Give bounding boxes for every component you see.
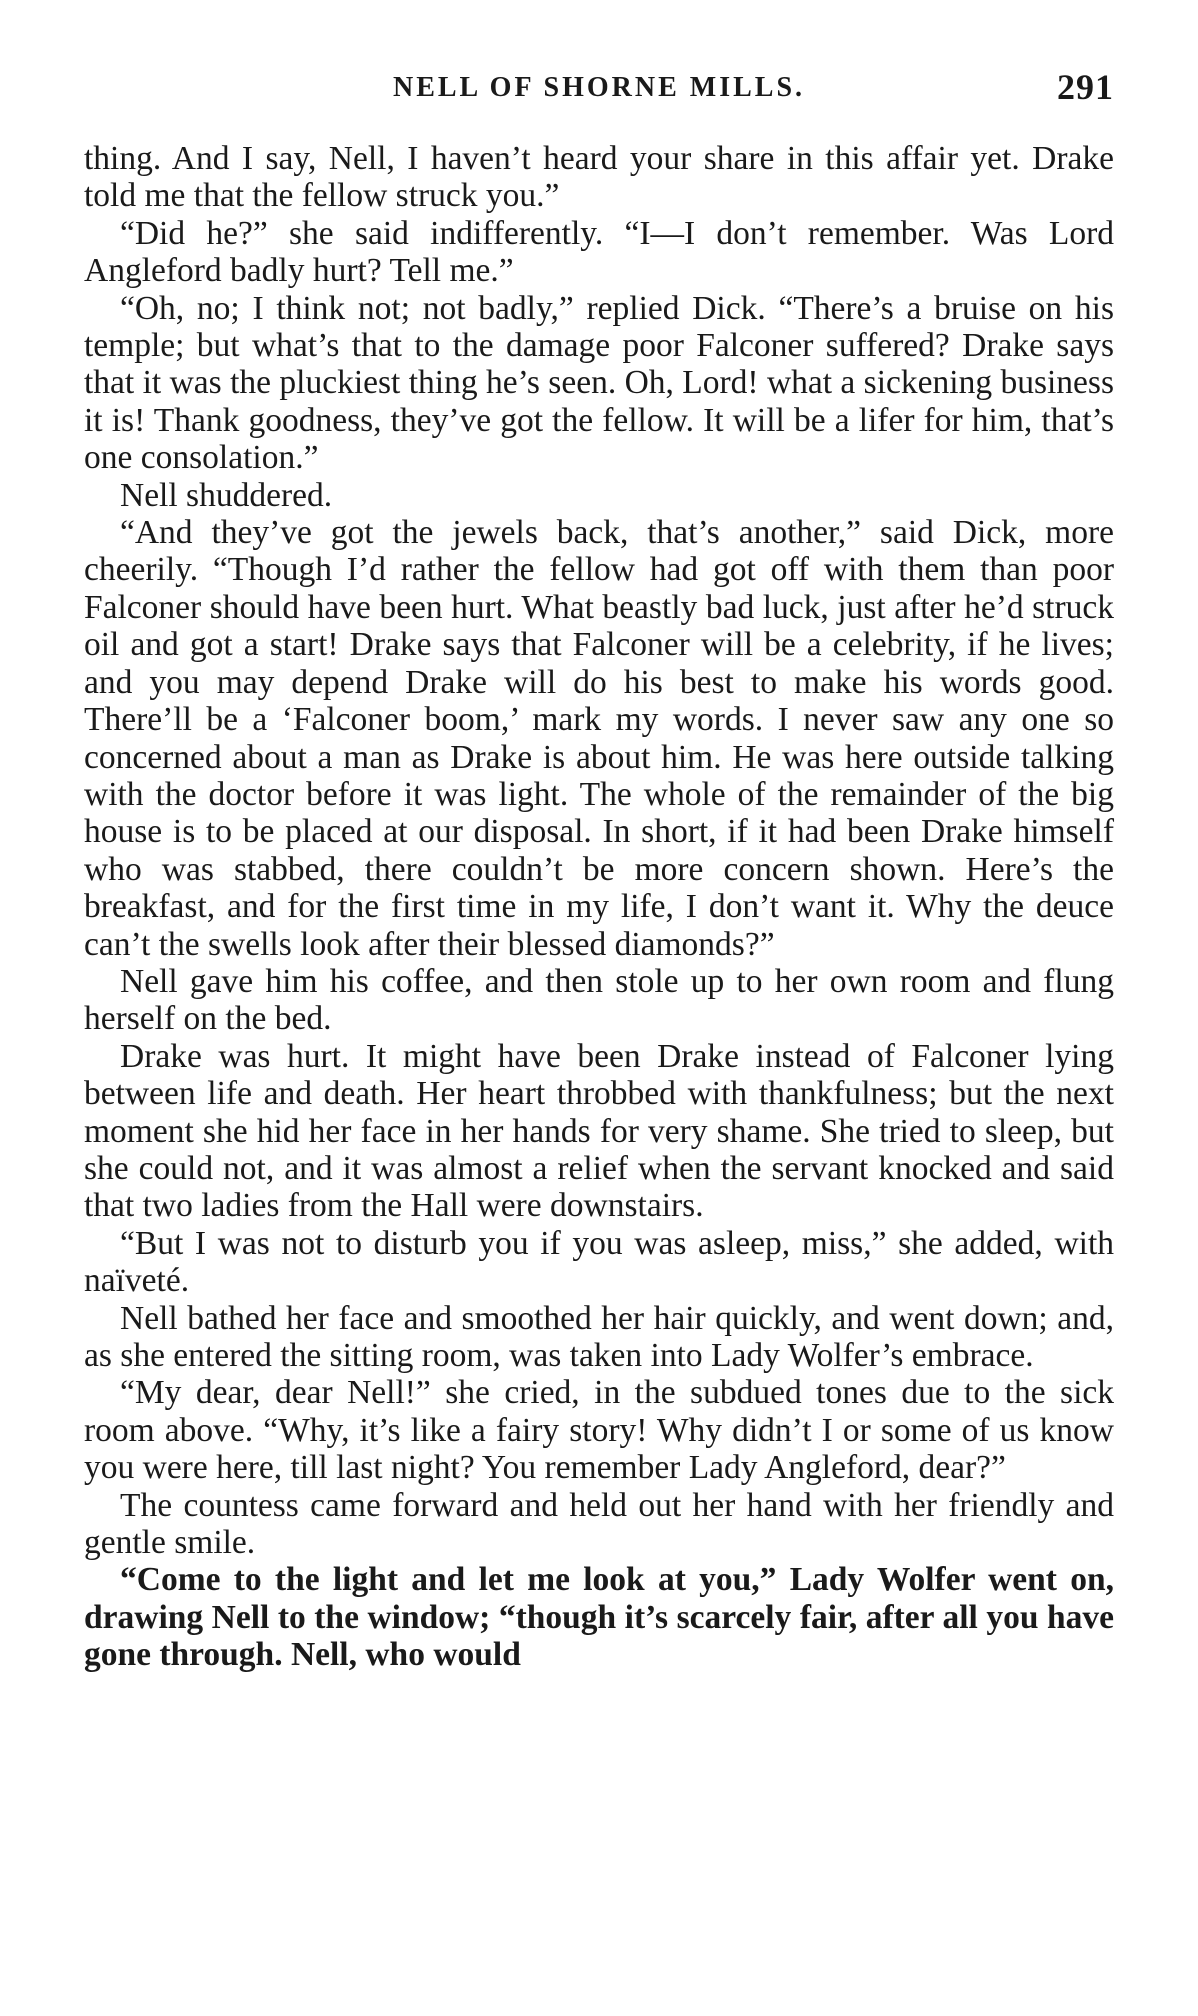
paragraph: “And they’ve got the jewels back, that’s another,” said Dick, more cheerily. “Though I’d rather the fellow had got off with them than poor Falconer should have been hurt. What beastly bad luck, just after he’d struck oil and got a start! Drake says that Falconer will be a celebrity, if he lives; and you may depend Drake will do his best to make his words good. There’ll be a ‘Falconer boom,’ mark my words. I never saw any one so concerned about a man as Drake is about him. He was here outside talking with the doctor before it was light. The whole of the remainder of the big house is to be placed at our disposal. In short, if it had been Drake himself who was stabbed, there couldn’t be more concern shown. Here’s the breakfast, and for the first time in my life, I don’t want it. Why the deuce can’t the swells look after their blessed diamonds?” [84, 514, 1114, 963]
paragraph: The countess came forward and held out her hand with her friendly and gentle smile. [84, 1486, 1114, 1562]
page-number: 291 [1057, 67, 1114, 107]
paragraph: “But I was not to disturb you if you was asleep, miss,” she added, with naïveté. [84, 1224, 1114, 1300]
paragraph: Drake was hurt. It might have been Drake instead of Falconer lying between life and death. Her heart throbbed with thankfulness; but the next moment she hid her face in her hands for very shame. She tried to sleep, but she could not, and it was almost a relief when the servant knocked and said that two ladies from the Hall were downstairs. [84, 1037, 1114, 1225]
paragraph: Nell shuddered. [120, 476, 333, 514]
running-title: NELL OF SHORNE MILLS. [392, 72, 806, 103]
paragraph: Nell bathed her face and smoothed her hair quickly, and went down; and, as she entered the sitting room, was taken into Lady Wolfer’s embrace. [84, 1299, 1114, 1374]
paragraph: thing. And I say, Nell, I haven’t heard your share in this affair yet. Drake told me that the fellow struck you.” [84, 140, 1114, 215]
body-text [84, 140, 1114, 1674]
paragraph: “My dear, dear Nell!” she cried, in the subdued tones due to the sick room above. “Why, it’s like a fairy story! Why didn’t I or some of us know you were here, till last night? You remember Lady Angleford, dear?” [84, 1374, 1114, 1487]
paragraph: Nell gave him his coffee, and then stole up to her own room and flung herself on the bed. [84, 962, 1114, 1038]
running-head [84, 66, 1114, 118]
paragraph: “Did he?” she said indifferently. “I—I don’t remember. Was Lord Angleford badly hurt? Tell me.” [84, 214, 1114, 290]
paragraph: “Oh, no; I think not; not badly,” replied Dick. “There’s a bruise on his temple; but what’s that to the damage poor Falconer suffered? Drake says that it was the pluckiest thing he’s seen. Oh, Lord! what a sickening business it is! Thank goodness, they’ve got the fellow. It will be a lifer for him, that’s one consolation.” [84, 289, 1114, 477]
book-page [84, 66, 1114, 1674]
paragraph: “Come to the light and let me look at you,” Lady Wolfer went on, drawing Nell to the window; “though it’s scarcely fair, after all you have gone through. Nell, who would [84, 1561, 1114, 1674]
